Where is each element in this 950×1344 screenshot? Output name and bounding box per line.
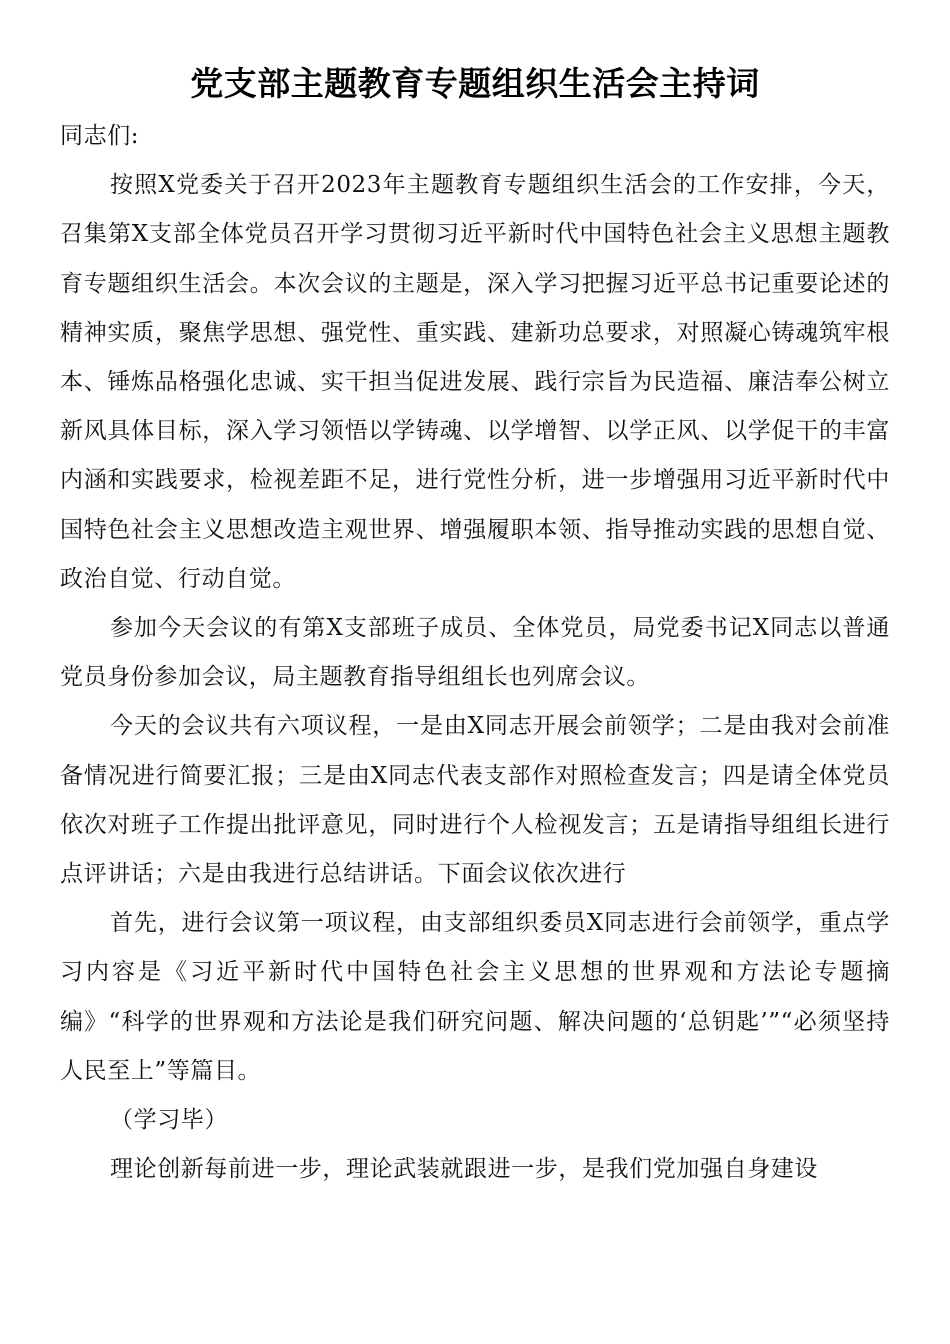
paragraph-agenda: 今天的会议共有六项议程，一是由X同志开展会前领学；二是由我对会前准备情况进行简要汇报；三是由X同志代表支部作对照检查发言；四是请全体党员依次对班子工作提出批评意见，同时进行个人检视发言；五是请指导组组长进行点评讲话；六是由我进行总结讲话。下面会议依次进行 xyxy=(60,713,890,888)
paragraph-attendees: 参加今天会议的有第X支部班子成员、全体党员，局党委书记X同志以普通党员身份参加会议，局主题教育指导组组长也列席会议。 xyxy=(60,615,890,691)
paragraph-study-complete: （学习毕） xyxy=(110,1107,228,1134)
paragraph-first-item: 首先，进行会议第一项议程，由支部组织委员X同志进行会前领学，重点学习内容是《习近平新时代中国特色社会主义思想的世界观和方法论专题摘编》“科学的世界观和方法论是我们研究问题、解决问题的‘总钥匙’”“必须坚持人民至上”等篇目。 xyxy=(60,910,890,1084)
salutation: 同志们: xyxy=(60,123,140,149)
document-body xyxy=(60,112,890,1194)
paragraph-theory: 理论创新每前进一步，理论武装就跟进一步，是我们党加强自身建设 xyxy=(110,1156,818,1183)
document-title: 党支部主题教育专题组织生活会主持词 xyxy=(190,64,760,103)
paragraph-meeting-purpose: 按照X党委关于召开2023年主题教育专题组织生活会的工作安排，今天，召集第X支部全体党员召开学习贯彻习近平新时代中国特色社会主义思想主题教育专题组织生活会。本次会议的主题是，深入学习把握习近平总书记重要论述的精神实质，聚焦学思想、强党性、重实践、建新功总要求，对照凝心铸魂筑牢根本、锤炼品格强化忠诚、实干担当促进发展、践行宗旨为民造福、廉洁奉公树立新风具体目标，深入学习领悟以学铸魂、以学增智、以学正风、以学促干的丰富内涵和实践要求，检视差距不足，进行党性分析，进一步增强用习近平新时代中国特色社会主义思想改造主观世界、增强履职本领、指导推动实践的思想自觉、政治自觉、行动自觉。 xyxy=(60,172,890,592)
